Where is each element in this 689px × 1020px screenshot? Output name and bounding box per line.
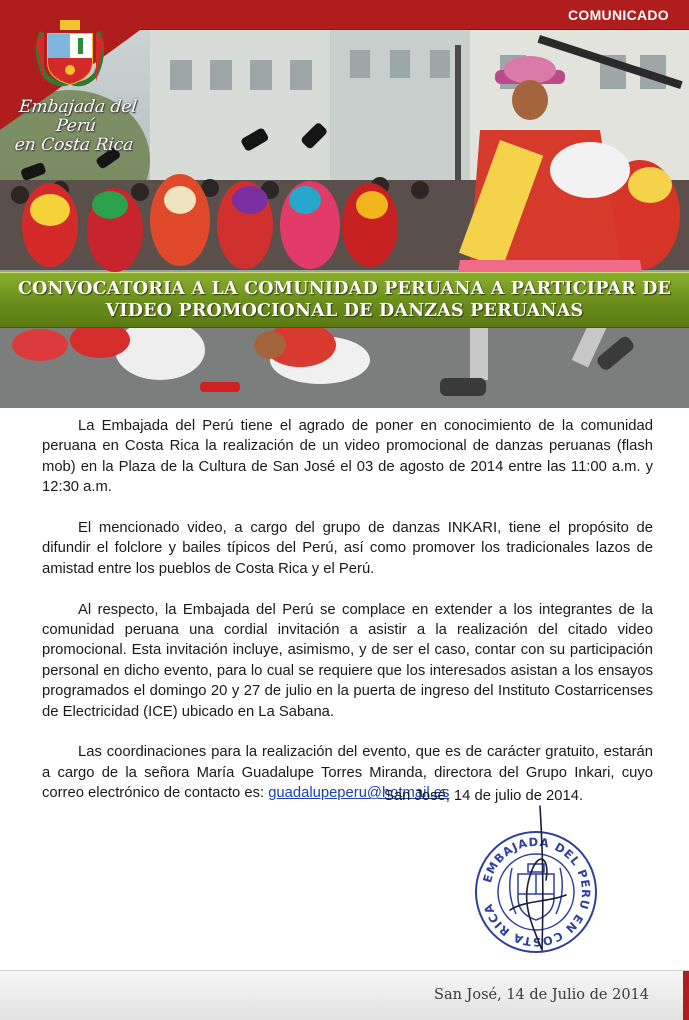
announcement-body <box>42 416 653 824</box>
embassy-name-logo <box>3 98 149 155</box>
comunicado-label: COMUNICADO <box>568 7 669 23</box>
footer-bar <box>0 970 689 1020</box>
paragraph-1: La Embajada del Perú tiene el agrado de poner en conocimiento de la comunidad peruana en Costa Rica la realización de un video promocional de danzas peruanas (flash mob) en la Plaza de la Cultura de San José el 03 de agosto de 2014 entre las 11:00 a.m. y 12:30 a.m. <box>42 418 653 496</box>
headline-banner <box>0 272 689 328</box>
paragraph-4-text: Las coordinaciones para la realización del evento, que es de carácter gratuito, estarán a cargo de la señora María Guadalupe Torres Miranda, directora del Grupo Inkari, cuyo correo electrónico de contacto es: <box>42 744 653 802</box>
handwritten-signature <box>470 800 580 970</box>
headline-line2: VIDEO PROMOCIONAL DE DANZAS PERUANAS <box>105 301 584 321</box>
dateline: San José, 14 de julio de 2014. <box>384 788 584 804</box>
contact-email-link[interactable]: guadalupeperu@hotmail.es <box>268 785 450 802</box>
footer-date: San José, 14 de Julio de 2014 <box>434 987 649 1003</box>
embassy-name-line2: en Costa Rica <box>13 135 135 155</box>
headline-line1: CONVOCATORIA A LA COMUNIDAD PERUANA A PARTICIPAR DE <box>17 279 672 299</box>
seal-text: EMBAJADA DEL PERU EN COSTA RICA <box>480 834 594 950</box>
peru-coat-of-arms-icon <box>34 12 106 92</box>
hero-photo <box>0 0 689 408</box>
paragraph-3: Al respecto, la Embajada del Perú se complace en extender a los integrantes de la comunidad peruana una cordial invitación a asistir a la realización del citado video promocional. Esta invitación incluye, asimismo, y de ser el caso, contar con su participación personal en dicho evento, para lo cual se requiere que los interesados asistan a los ensayos programados el domingo 20 y 27 de julio en la puerta de ingreso del Instituto Costarricenses de Electricidad (ICE) ubicado en La Sabana. <box>42 601 653 720</box>
footer-red-accent <box>683 971 689 1020</box>
embassy-name-line1: Embajada del Perú <box>18 97 138 136</box>
paragraph-2: El mencionado video, a cargo del grupo de danzas INKARI, tiene el propósito de difundir el folclore y bailes típicos del Perú, así como promover los tradicionales lazos de amistad entre los pueblos de Costa Rica y el Perú. <box>42 520 653 577</box>
